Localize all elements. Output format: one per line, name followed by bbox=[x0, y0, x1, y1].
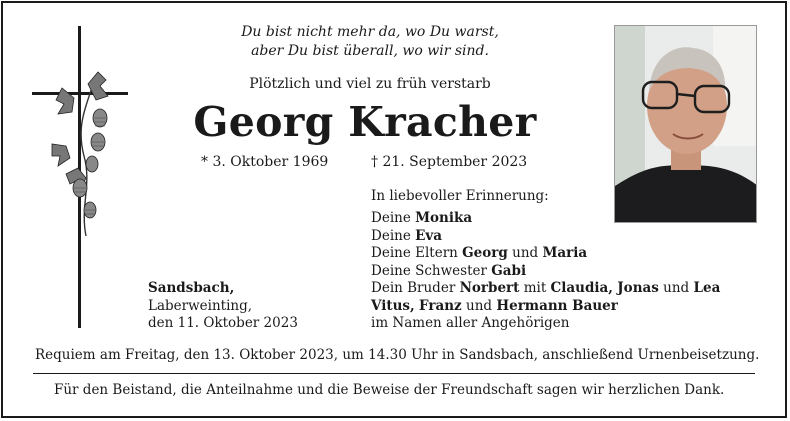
mourner-name: Maria bbox=[542, 245, 588, 261]
mourner-name: Norbert bbox=[459, 280, 520, 296]
mourner-line-monika: Deine Monika bbox=[371, 210, 473, 226]
mourner-name: Jonas bbox=[617, 280, 659, 296]
place-line-2: Laberweinting, bbox=[148, 297, 253, 314]
mourner-closing: im Namen aller Angehörigen bbox=[371, 315, 570, 331]
intro-text: Plötzlich und viel zu früh verstarb bbox=[249, 76, 491, 92]
memory-heading: In liebevoller Erinnerung: bbox=[371, 188, 549, 204]
requiem-text: Requiem am Freitag, den 13. Oktober 2023, um 14.30 Uhr in Sandsbach, anschließend Urnenbeisetzung. bbox=[35, 347, 760, 363]
verse-line-2: aber Du bist überall, wo wir sind. bbox=[251, 43, 489, 59]
deceased-name: Georg Kracher bbox=[193, 98, 537, 146]
mourner-name: Eva bbox=[415, 227, 442, 244]
mourner-name: Lea bbox=[693, 280, 721, 296]
mourner-name: Monika bbox=[415, 210, 473, 226]
mourner-name: Georg bbox=[462, 245, 508, 261]
mourner-line-brother-children: Vitus, Franz und Hermann Bauer bbox=[371, 297, 618, 314]
mourner-line-parents: Deine Eltern Georg und Maria bbox=[371, 245, 588, 261]
mourner-name: Claudia, bbox=[550, 280, 613, 296]
mourner-name: Franz bbox=[419, 297, 462, 314]
death-date: † 21. September 2023 bbox=[371, 154, 528, 170]
portrait-photo bbox=[614, 25, 757, 223]
portrait-image bbox=[615, 26, 757, 223]
place-date: den 11. Oktober 2023 bbox=[148, 315, 298, 331]
cross-with-hop-vine-icon bbox=[30, 26, 130, 328]
thanks-text: Für den Beistand, die Anteilnahme und die Beweise der Freundschaft sagen wir herzlichen Dank. bbox=[54, 382, 725, 398]
birth-date: * 3. Oktober 1969 bbox=[201, 154, 329, 170]
mourner-line-sister: Deine Schwester Gabi bbox=[371, 262, 527, 279]
mourner-line-brother: Dein Bruder Norbert mit Claudia, Jonas und Lea bbox=[371, 280, 721, 296]
divider bbox=[33, 373, 755, 374]
mourner-name: Gabi bbox=[491, 262, 527, 279]
mourner-name: Hermann Bauer bbox=[496, 297, 618, 314]
mourner-line-eva: Deine Eva bbox=[371, 227, 442, 244]
verse-line-1: Du bist nicht mehr da, wo Du warst, bbox=[241, 24, 499, 40]
place-town: Sandsbach, bbox=[148, 280, 235, 296]
mourner-name: Vitus, bbox=[371, 297, 415, 314]
